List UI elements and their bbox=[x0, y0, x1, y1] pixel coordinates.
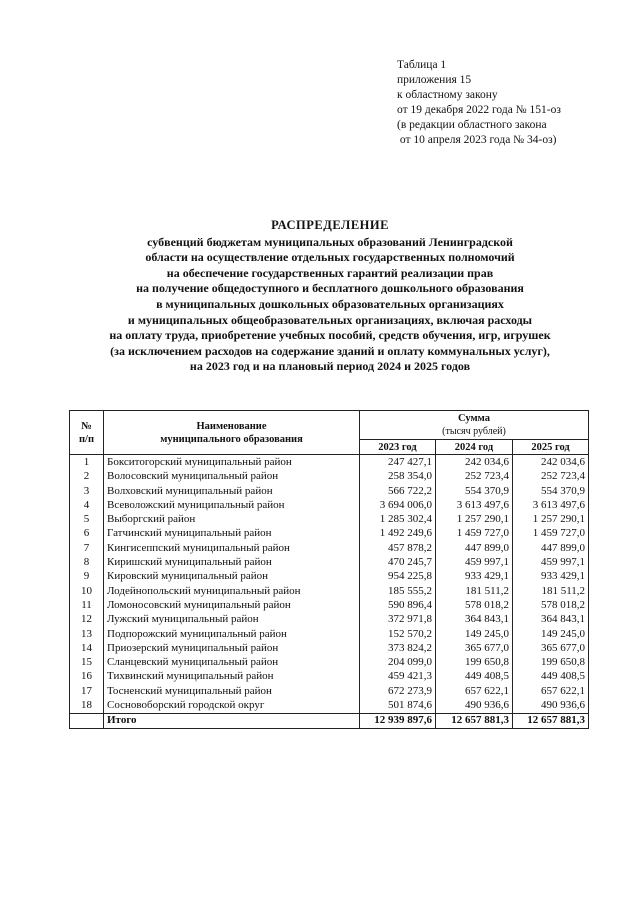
row-value-2023: 457 878,2 bbox=[360, 541, 436, 555]
row-number: 6 bbox=[70, 527, 104, 541]
row-municipality: Бокситогорский муниципальный район bbox=[104, 455, 360, 470]
row-value-2024: 365 677,0 bbox=[436, 641, 513, 655]
table-row bbox=[70, 670, 589, 684]
title-line: на получение общедоступного и бесплатного дошкольного образования bbox=[136, 281, 524, 296]
row-value-2024: 459 997,1 bbox=[436, 555, 513, 569]
row-number: 7 bbox=[70, 541, 104, 555]
row-value-2023: 3 694 006,0 bbox=[360, 498, 436, 512]
row-value-2025: 149 245,0 bbox=[513, 627, 589, 641]
row-value-2023: 185 555,2 bbox=[360, 584, 436, 598]
table-row bbox=[70, 498, 589, 512]
title-line: на 2023 год и на плановый период 2024 и 2025 годов bbox=[189, 359, 471, 374]
row-value-2023: 590 896,4 bbox=[360, 598, 436, 612]
row-value-2024: 181 511,2 bbox=[436, 584, 513, 598]
row-value-2025: 657 622,1 bbox=[513, 684, 589, 698]
row-number: 16 bbox=[70, 670, 104, 684]
row-value-2023: 954 225,8 bbox=[360, 570, 436, 584]
row-municipality: Лодейнопольский муниципальный район bbox=[104, 584, 360, 598]
row-value-2025: 554 370,9 bbox=[513, 484, 589, 498]
header-sum-l2: (тысяч рублей) bbox=[442, 426, 506, 437]
row-value-2025: 364 843,1 bbox=[513, 613, 589, 627]
row-municipality: Волховский муниципальный район bbox=[104, 484, 360, 498]
row-municipality: Подпорожский муниципальный район bbox=[104, 627, 360, 641]
table-row bbox=[70, 655, 589, 669]
table-row bbox=[70, 527, 589, 541]
row-value-2023: 1 492 249,6 bbox=[360, 527, 436, 541]
row-value-2023: 459 421,3 bbox=[360, 670, 436, 684]
appendix-reference bbox=[397, 58, 561, 148]
row-value-2024: 364 843,1 bbox=[436, 613, 513, 627]
row-value-2025: 933 429,1 bbox=[513, 570, 589, 584]
row-value-2024: 149 245,0 bbox=[436, 627, 513, 641]
row-value-2023: 372 971,8 bbox=[360, 613, 436, 627]
row-value-2025: 3 613 497,6 bbox=[513, 498, 589, 512]
header-year-2025: 2025 год bbox=[513, 440, 589, 455]
row-value-2024: 3 613 497,6 bbox=[436, 498, 513, 512]
row-value-2024: 657 622,1 bbox=[436, 684, 513, 698]
row-number: 13 bbox=[70, 627, 104, 641]
title-line: субвенций бюджетам муниципальных образований Ленинградской bbox=[147, 234, 513, 249]
table-row bbox=[70, 684, 589, 698]
header-year-2023: 2023 год bbox=[360, 440, 436, 455]
header-sum-l1: Сумма bbox=[458, 413, 490, 424]
row-value-2025: 199 650,8 bbox=[513, 655, 589, 669]
title-line: области на осуществление отдельных государственных полномочий bbox=[145, 250, 515, 265]
appendix-line: от 10 апреля 2023 года № 34-оз) bbox=[397, 134, 557, 146]
table-row bbox=[70, 584, 589, 598]
row-number: 11 bbox=[70, 598, 104, 612]
table-row bbox=[70, 641, 589, 655]
row-value-2023: 566 722,2 bbox=[360, 484, 436, 498]
row-value-2023: 501 874,6 bbox=[360, 698, 436, 713]
header-name-l2: муниципального образования bbox=[160, 433, 303, 445]
appendix-line: от 19 декабря 2022 года № 151-оз bbox=[397, 104, 561, 116]
table-row bbox=[70, 470, 589, 484]
row-value-2024: 1 459 727,0 bbox=[436, 527, 513, 541]
appendix-line: приложения 15 bbox=[397, 74, 472, 86]
table-row bbox=[70, 570, 589, 584]
header-number-l1: № bbox=[81, 420, 92, 432]
row-municipality: Лужский муниципальный район bbox=[104, 613, 360, 627]
appendix-line: (в редакции областного закона bbox=[397, 119, 547, 131]
row-value-2025: 365 677,0 bbox=[513, 641, 589, 655]
row-value-2025: 252 723,4 bbox=[513, 470, 589, 484]
row-value-2024: 490 936,6 bbox=[436, 698, 513, 713]
row-value-2025: 181 511,2 bbox=[513, 584, 589, 598]
header-number bbox=[70, 411, 104, 455]
row-value-2025: 490 936,6 bbox=[513, 698, 589, 713]
row-municipality: Всеволожский муниципальный район bbox=[104, 498, 360, 512]
row-number: 10 bbox=[70, 584, 104, 598]
title-main: РАСПРЕДЕЛЕНИЕ bbox=[271, 218, 389, 232]
row-municipality: Выборгский район bbox=[104, 512, 360, 526]
row-value-2023: 373 824,2 bbox=[360, 641, 436, 655]
row-municipality: Приозерский муниципальный район bbox=[104, 641, 360, 655]
title-line: на обеспечение государственных гарантий реализации прав bbox=[166, 265, 494, 280]
row-value-2024: 449 408,5 bbox=[436, 670, 513, 684]
row-value-2024: 242 034,6 bbox=[436, 455, 513, 470]
row-value-2024: 1 257 290,1 bbox=[436, 512, 513, 526]
document-title bbox=[40, 218, 620, 375]
appendix-line: к областному закону bbox=[397, 89, 498, 101]
header-sum bbox=[360, 411, 589, 440]
row-value-2023: 470 245,7 bbox=[360, 555, 436, 569]
header-year-2024: 2024 год bbox=[436, 440, 513, 455]
row-value-2024: 252 723,4 bbox=[436, 470, 513, 484]
row-municipality: Кировский муниципальный район bbox=[104, 570, 360, 584]
header-name-l1: Наименование bbox=[196, 420, 267, 432]
row-value-2025: 459 997,1 bbox=[513, 555, 589, 569]
row-number: 4 bbox=[70, 498, 104, 512]
title-line: на оплату труда, приобретение учебных пособий, средств обучения, игр, игрушек bbox=[109, 328, 551, 343]
row-municipality: Волосовский муниципальный район bbox=[104, 470, 360, 484]
table-row bbox=[70, 598, 589, 612]
row-number: 1 bbox=[70, 455, 104, 470]
table-row bbox=[70, 613, 589, 627]
row-number: 12 bbox=[70, 613, 104, 627]
total-value-2023: 12 939 897,6 bbox=[360, 713, 436, 728]
appendix-line: Таблица 1 bbox=[397, 59, 447, 71]
row-value-2025: 449 408,5 bbox=[513, 670, 589, 684]
row-municipality: Тихвинский муниципальный район bbox=[104, 670, 360, 684]
distribution-table bbox=[69, 410, 589, 729]
row-municipality: Тосненский муниципальный район bbox=[104, 684, 360, 698]
row-number: 2 bbox=[70, 470, 104, 484]
total-label: Итого bbox=[104, 713, 360, 728]
row-value-2023: 152 570,2 bbox=[360, 627, 436, 641]
table-row bbox=[70, 627, 589, 641]
row-value-2024: 199 650,8 bbox=[436, 655, 513, 669]
row-value-2024: 554 370,9 bbox=[436, 484, 513, 498]
row-municipality: Ломоносовский муниципальный район bbox=[104, 598, 360, 612]
row-value-2023: 258 354,0 bbox=[360, 470, 436, 484]
row-value-2023: 247 427,1 bbox=[360, 455, 436, 470]
row-value-2025: 242 034,6 bbox=[513, 455, 589, 470]
row-value-2024: 447 899,0 bbox=[436, 541, 513, 555]
row-number: 8 bbox=[70, 555, 104, 569]
row-number: 15 bbox=[70, 655, 104, 669]
row-value-2025: 447 899,0 bbox=[513, 541, 589, 555]
table-row bbox=[70, 512, 589, 526]
row-municipality: Сосновоборский городской округ bbox=[104, 698, 360, 713]
row-value-2025: 1 459 727,0 bbox=[513, 527, 589, 541]
header-number-l2: п/п bbox=[78, 433, 95, 445]
row-value-2023: 204 099,0 bbox=[360, 655, 436, 669]
title-line: в муниципальных дошкольных образовательных организациях bbox=[156, 296, 504, 311]
total-value-2024: 12 657 881,3 bbox=[436, 713, 513, 728]
row-number: 14 bbox=[70, 641, 104, 655]
total-value-2025: 12 657 881,3 bbox=[513, 713, 589, 728]
table-row bbox=[70, 541, 589, 555]
row-value-2024: 933 429,1 bbox=[436, 570, 513, 584]
table-row bbox=[70, 698, 589, 713]
row-value-2023: 1 285 302,4 bbox=[360, 512, 436, 526]
row-municipality: Киришский муниципальный район bbox=[104, 555, 360, 569]
row-municipality: Кингисеппский муниципальный район bbox=[104, 541, 360, 555]
row-number: 3 bbox=[70, 484, 104, 498]
total-row bbox=[70, 713, 589, 728]
row-number: 9 bbox=[70, 570, 104, 584]
total-number-cell bbox=[70, 713, 104, 728]
row-number: 18 bbox=[70, 698, 104, 713]
title-line: и муниципальных общеобразовательных организациях, включая расходы bbox=[127, 312, 533, 327]
table-row bbox=[70, 555, 589, 569]
row-number: 5 bbox=[70, 512, 104, 526]
title-line: (за исключением расходов на содержание зданий и оплату коммунальных услуг), bbox=[110, 343, 550, 358]
row-municipality: Сланцевский муниципальный район bbox=[104, 655, 360, 669]
row-municipality: Гатчинский муниципальный район bbox=[104, 527, 360, 541]
row-number: 17 bbox=[70, 684, 104, 698]
table-row bbox=[70, 484, 589, 498]
row-value-2025: 1 257 290,1 bbox=[513, 512, 589, 526]
row-value-2023: 672 273,9 bbox=[360, 684, 436, 698]
header-name bbox=[104, 411, 360, 455]
row-value-2025: 578 018,2 bbox=[513, 598, 589, 612]
table-row bbox=[70, 455, 589, 470]
row-value-2024: 578 018,2 bbox=[436, 598, 513, 612]
